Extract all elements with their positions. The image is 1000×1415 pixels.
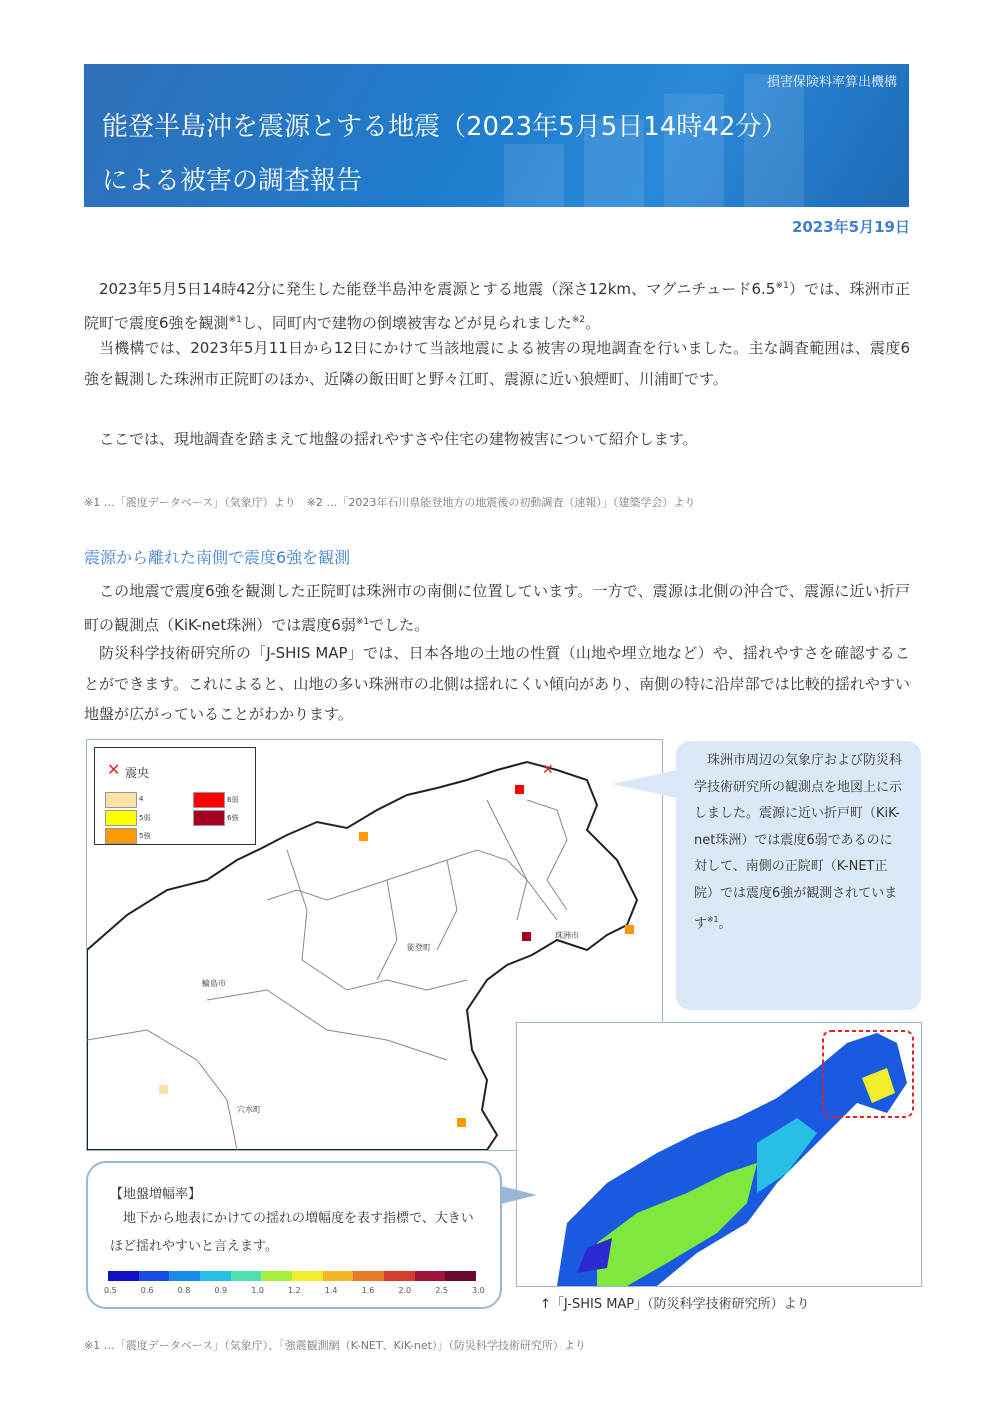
banner-decoration <box>504 144 564 207</box>
station-6-weak <box>515 785 524 794</box>
legend-label: 6強 <box>227 814 239 822</box>
scale-color-step <box>323 1271 354 1281</box>
page-title-line2: による被害の調査報告 <box>102 166 363 196</box>
scale-color-step <box>200 1271 231 1281</box>
scale-tick-label: 1.6 <box>361 1286 375 1295</box>
station-6-strong <box>522 932 531 941</box>
scale-color-step <box>139 1271 170 1281</box>
amplification-title: 【地盤増幅率】 <box>110 1187 202 1202</box>
legend-swatch <box>193 810 225 826</box>
intensity-legend <box>94 747 256 845</box>
section-heading: 震源から離れた南側で震度6強を観測 <box>84 548 351 567</box>
legend-label: 4 <box>139 795 144 803</box>
amplification-scale-labels <box>100 1286 488 1298</box>
scale-color-step <box>108 1271 139 1281</box>
scale-color-step <box>261 1271 292 1281</box>
organization-name: 損害保険料率算出機構 <box>766 75 897 90</box>
footnote-2: ※1 …「震度データベース」（気象庁）、「強震観測網（K-NET、KiK-net）」（防災科学技術研究所）より <box>84 1339 586 1352</box>
scale-color-step <box>415 1271 446 1281</box>
scale-tick-label: 0.6 <box>140 1286 154 1295</box>
scale-tick-label: 0.5 <box>104 1286 117 1295</box>
scale-tick-label: 0.8 <box>177 1286 191 1295</box>
legend-swatch <box>105 792 137 808</box>
legend-label: 6弱 <box>227 796 239 804</box>
amplification-map <box>517 1023 921 1286</box>
station-5-strong <box>625 925 634 934</box>
intro-paragraph-1: 2023年5月5日14時42分に発生した能登半島沖を震源とする地震（深さ12km、マグニチュード6.5$^{※1}$）では、珠洲市正院町で震度6強を観測$^{※1}$し、同町内で建物の倒壊被害などが見られました$^{※2}$。 <box>84 280 910 332</box>
legend-label: 5弱 <box>139 814 151 822</box>
amplification-color-scale <box>108 1271 476 1281</box>
intro-paragraph-2: 当機構では、2023年5月11日から12日にかけて当該地震による被害の現地調査を行いました。主な調査範囲は、震度6強を観測した珠洲市正院町のほか、近隣の飯田町と野々江町、震源に近い狼煙町、川浦町です。 <box>84 339 910 388</box>
scale-color-step <box>169 1271 200 1281</box>
city-label: 能登町 <box>407 943 431 952</box>
page-title-line1: 能登半島沖を震源とする地震（2023年5月5日14時42分） <box>102 112 788 142</box>
legend-label: 5強 <box>139 832 151 840</box>
station-5-strong <box>359 832 368 841</box>
station-4 <box>159 1085 168 1094</box>
callout-text: 珠洲市周辺の気象庁および防災科学技術研究所の観測点を地図上に示しました。震源に近い折戸町（KiK-net珠洲）では震度6弱であるのに対して、南側の正院町（K-NET正院）では震度6強が観測されています$^{※1}$。 <box>694 753 903 932</box>
scale-color-step <box>384 1271 415 1281</box>
city-label: 珠洲市 <box>555 931 579 940</box>
scale-tick-label: 3.0 <box>472 1286 485 1295</box>
hazard-map-caption: ↑「J-SHIS MAP」（防災科学技術研究所）より <box>540 1297 810 1312</box>
scale-color-step <box>231 1271 262 1281</box>
city-label: 輪島市 <box>202 979 226 988</box>
legend-swatch <box>105 810 137 826</box>
scale-tick-label: 1.4 <box>324 1286 338 1295</box>
intro-paragraph-3: ここでは、現地調査を踏まえて地盤の揺れやすさや住宅の建物被害について紹介します。 <box>99 430 698 448</box>
scale-tick-label: 2.0 <box>398 1286 412 1295</box>
footnote-1: ※1 …「震度データベース」（気象庁）より ※2 …「2023年石川県能登地方の地震後の初動調査（速報）」（建築学会）より <box>84 496 696 509</box>
jshis-hazard-map <box>516 1022 922 1287</box>
section-paragraph-1: この地震で震度6強を観測した正院町は珠洲市の南側に位置しています。一方で、震源は北側の沖合で、震源に近い折戸町の観測点（KiK-net珠洲）では震度6弱$^{※1}$でした。 <box>84 582 910 634</box>
city-label: 穴水町 <box>237 1105 261 1114</box>
epicenter-icon: ✕ <box>107 760 121 779</box>
amplification-text: 地下から地表にかけての揺れの増幅度を表す指標で、大きいほど揺れやすいと言えます。 <box>110 1211 474 1254</box>
epicenter-mark: ✕ <box>542 762 554 778</box>
legend-epicenter-label: 震央 <box>125 766 150 780</box>
scale-color-step <box>445 1271 476 1281</box>
scale-tick-label: 0.9 <box>214 1286 228 1295</box>
scale-tick-label: 1.0 <box>251 1286 264 1295</box>
station-5-strong <box>457 1118 466 1127</box>
scale-tick-label: 2.5 <box>435 1286 448 1295</box>
scale-color-step <box>292 1271 323 1281</box>
callout-pointer <box>612 770 678 798</box>
legend-swatch <box>193 792 225 808</box>
report-date: 2023年5月19日 <box>791 218 910 236</box>
legend-swatch <box>105 828 137 844</box>
amplification-pointer <box>497 1185 537 1205</box>
scale-color-step <box>353 1271 384 1281</box>
section-paragraph-2: 防災科学技術研究所の「J-SHIS MAP」では、日本各地の土地の性質（山地や埋立地など）や、揺れやすさを確認することができます。これによると、山地の多い珠洲市の北側は揺れにくい傾向があり、南側の特に沿岸部では比較的揺れやすい地盤が広がっていることがわかります。 <box>84 644 910 723</box>
scale-tick-label: 1.2 <box>288 1286 301 1295</box>
header-banner <box>84 64 909 207</box>
